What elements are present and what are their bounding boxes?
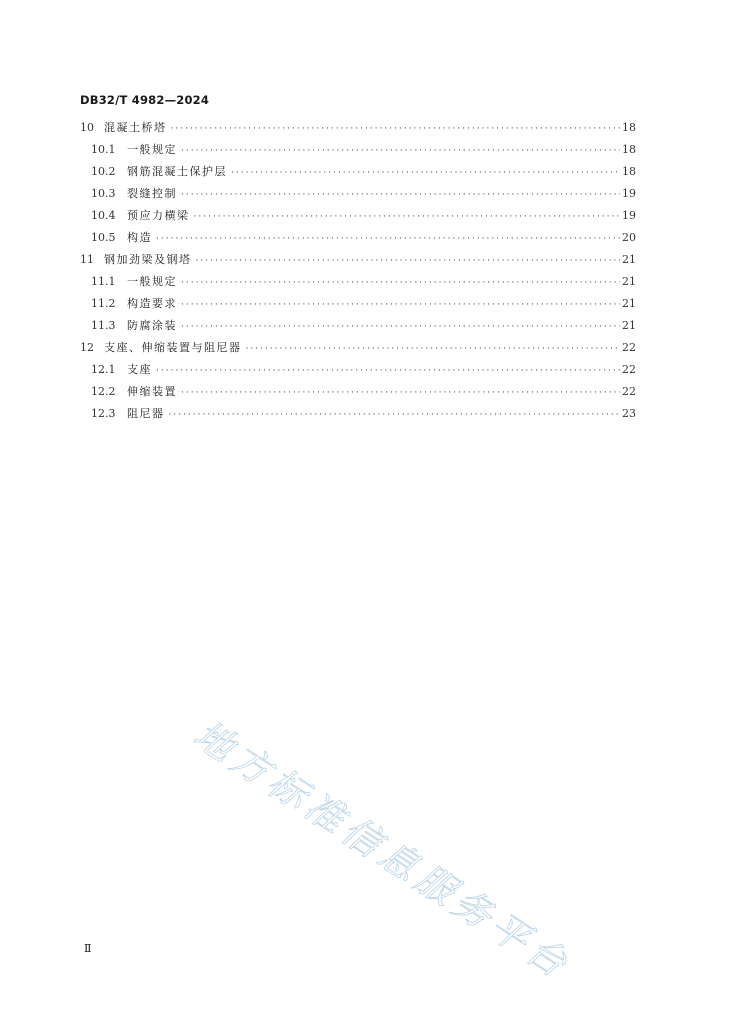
toc-entry[interactable] (80, 359, 636, 381)
toc-entry-number: 11.1 (91, 275, 116, 288)
toc-entry-page: 19 (622, 187, 636, 200)
toc-entry-title: 裂缝控制 (127, 183, 181, 205)
toc-entry-page: 20 (622, 231, 636, 244)
watermark: 地方标准信息服务平台 (186, 711, 580, 989)
toc-leader-dots (196, 250, 621, 272)
toc-entry-number: 10.3 (91, 187, 116, 200)
toc-entry-page: 19 (622, 209, 636, 222)
toc-entry-page: 21 (622, 275, 636, 288)
toc-leader-dots (231, 162, 620, 184)
page-number: Ⅱ (84, 942, 92, 955)
toc-entry-number: 10.1 (91, 143, 116, 156)
toc-entry-title: 防腐涂装 (127, 315, 181, 337)
toc-entry[interactable] (80, 337, 636, 359)
toc-entry-page: 22 (622, 341, 636, 354)
toc-entry-title: 钢筋混凝土保护层 (127, 161, 231, 183)
toc-entry-number: 10 (80, 121, 94, 134)
toc-entry-title: 一般规定 (127, 139, 181, 161)
toc-entry-page: 22 (622, 385, 636, 398)
toc-entry-title: 钢加劲梁及钢塔 (104, 249, 196, 271)
toc-leader-dots (181, 272, 620, 294)
toc-leader-dots (181, 316, 620, 338)
toc-entry-page: 18 (622, 121, 636, 134)
toc-leader-dots (181, 184, 620, 206)
toc-entry-number: 10.2 (91, 165, 116, 178)
toc-entry[interactable] (80, 249, 636, 271)
toc-entry[interactable] (80, 161, 636, 183)
toc-entry[interactable] (80, 139, 636, 161)
toc-leader-dots (156, 360, 620, 382)
toc-entry-title: 阻尼器 (127, 403, 169, 425)
table-of-contents (80, 117, 636, 425)
toc-entry-page: 23 (622, 407, 636, 420)
toc-entry-page: 18 (622, 165, 636, 178)
toc-entry-title: 构造 (127, 227, 156, 249)
toc-entry-page: 21 (622, 253, 636, 266)
toc-leader-dots (181, 140, 620, 162)
toc-entry-number: 12 (80, 341, 94, 354)
toc-entry-number: 11.2 (91, 297, 116, 310)
toc-entry-page: 21 (622, 319, 636, 332)
toc-entry-number: 10.5 (91, 231, 116, 244)
toc-leader-dots (181, 294, 620, 316)
toc-entry-title: 构造要求 (127, 293, 181, 315)
toc-leader-dots (194, 206, 621, 228)
toc-entry-title: 伸缩装置 (127, 381, 181, 403)
toc-leader-dots (171, 118, 621, 140)
toc-entry-number: 12.1 (91, 363, 116, 376)
toc-entry-number: 11.3 (91, 319, 116, 332)
toc-entry-number: 12.3 (91, 407, 116, 420)
toc-entry[interactable] (80, 183, 636, 205)
toc-entry[interactable] (80, 271, 636, 293)
toc-entry[interactable] (80, 381, 636, 403)
toc-entry-number: 11 (80, 253, 94, 266)
toc-entry[interactable] (80, 205, 636, 227)
toc-leader-dots (181, 382, 620, 404)
toc-leader-dots (246, 338, 621, 360)
toc-entry[interactable] (80, 293, 636, 315)
toc-entry-title: 支座、伸缩装置与阻尼器 (104, 337, 246, 359)
toc-entry-number: 12.2 (91, 385, 116, 398)
toc-entry[interactable] (80, 117, 636, 139)
toc-entry-page: 18 (622, 143, 636, 156)
toc-entry-number: 10.4 (91, 209, 116, 222)
toc-entry-page: 22 (622, 363, 636, 376)
toc-leader-dots (169, 404, 621, 426)
toc-entry[interactable] (80, 403, 636, 425)
toc-entry[interactable] (80, 315, 636, 337)
toc-leader-dots (156, 228, 620, 250)
document-code: DB32/T 4982—2024 (80, 93, 210, 107)
toc-entry-title: 一般规定 (127, 271, 181, 293)
toc-entry-title: 混凝土桥塔 (104, 117, 171, 139)
toc-entry-title: 支座 (127, 359, 156, 381)
toc-entry-page: 21 (622, 297, 636, 310)
toc-entry[interactable] (80, 227, 636, 249)
toc-entry-title: 预应力横梁 (127, 205, 194, 227)
